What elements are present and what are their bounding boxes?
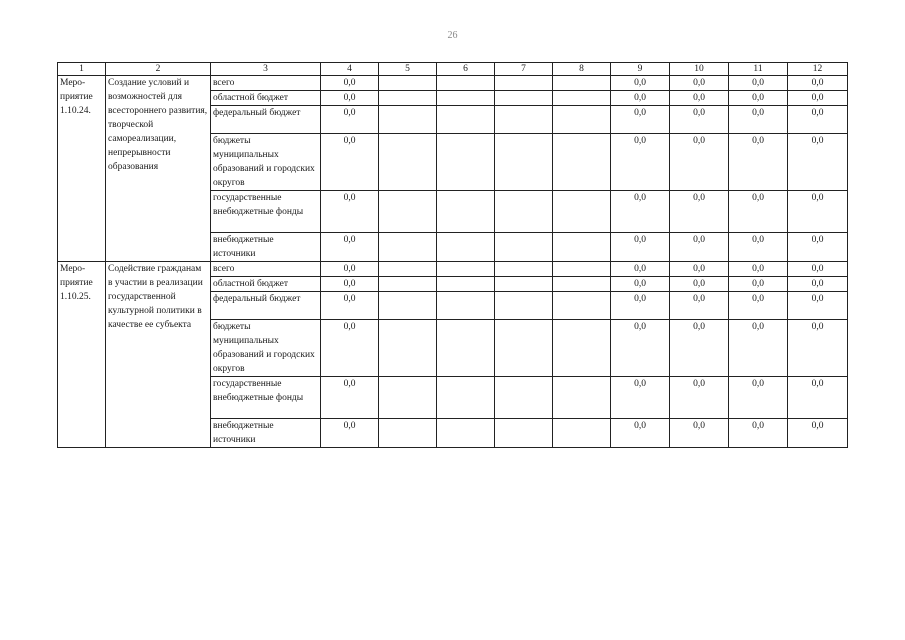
activity-label: Меро-приятие 1.10.24. xyxy=(58,76,106,262)
value-cell-c5 xyxy=(379,191,437,233)
header-row xyxy=(58,63,848,76)
value-cell-c8 xyxy=(553,76,611,91)
value-cell-c12: 0,0 xyxy=(788,233,848,262)
value-cell-c10: 0,0 xyxy=(670,320,729,377)
value-cell-c8 xyxy=(553,191,611,233)
value-cell-c5 xyxy=(379,76,437,91)
value-cell-c4: 0,0 xyxy=(321,277,379,292)
funding-source: внебюджетные источники xyxy=(211,233,321,262)
funding-source: бюджеты муниципальных образований и городских округов xyxy=(211,134,321,191)
value-cell-c4: 0,0 xyxy=(321,91,379,106)
value-cell-c6 xyxy=(437,320,495,377)
value-cell-c7 xyxy=(495,277,553,292)
value-cell-c7 xyxy=(495,106,553,134)
value-cell-c6 xyxy=(437,292,495,320)
header-cell: 3 xyxy=(211,63,321,76)
funding-source: государственные внебюджетные фонды xyxy=(211,191,321,233)
value-cell-c7 xyxy=(495,320,553,377)
value-cell-c11: 0,0 xyxy=(729,233,788,262)
value-cell-c10: 0,0 xyxy=(670,91,729,106)
value-cell-c6 xyxy=(437,134,495,191)
value-cell-c11: 0,0 xyxy=(729,292,788,320)
value-cell-c7 xyxy=(495,91,553,106)
header-cell: 7 xyxy=(495,63,553,76)
header-cell: 1 xyxy=(58,63,106,76)
value-cell-c5 xyxy=(379,233,437,262)
value-cell-c10: 0,0 xyxy=(670,76,729,91)
value-cell-c11: 0,0 xyxy=(729,106,788,134)
value-cell-c10: 0,0 xyxy=(670,134,729,191)
activity-label: Меро-приятие 1.10.25. xyxy=(58,262,106,448)
value-cell-c8 xyxy=(553,134,611,191)
value-cell-c11: 0,0 xyxy=(729,76,788,91)
funding-source: бюджеты муниципальных образований и городских округов xyxy=(211,320,321,377)
header-cell: 11 xyxy=(729,63,788,76)
value-cell-c9: 0,0 xyxy=(611,233,670,262)
value-cell-c8 xyxy=(553,419,611,448)
value-cell-c9: 0,0 xyxy=(611,134,670,191)
value-cell-c6 xyxy=(437,277,495,292)
value-cell-c6 xyxy=(437,377,495,419)
value-cell-c9: 0,0 xyxy=(611,191,670,233)
value-cell-c12: 0,0 xyxy=(788,377,848,419)
value-cell-c8 xyxy=(553,277,611,292)
value-cell-c6 xyxy=(437,91,495,106)
value-cell-c6 xyxy=(437,106,495,134)
value-cell-c11: 0,0 xyxy=(729,377,788,419)
value-cell-c5 xyxy=(379,419,437,448)
value-cell-c4: 0,0 xyxy=(321,320,379,377)
value-cell-c9: 0,0 xyxy=(611,262,670,277)
value-cell-c5 xyxy=(379,134,437,191)
value-cell-c11: 0,0 xyxy=(729,320,788,377)
value-cell-c7 xyxy=(495,233,553,262)
value-cell-c7 xyxy=(495,292,553,320)
header-cell: 5 xyxy=(379,63,437,76)
value-cell-c11: 0,0 xyxy=(729,191,788,233)
value-cell-c5 xyxy=(379,262,437,277)
value-cell-c4: 0,0 xyxy=(321,419,379,448)
table-body xyxy=(58,76,848,448)
value-cell-c8 xyxy=(553,292,611,320)
value-cell-c9: 0,0 xyxy=(611,419,670,448)
table-row xyxy=(58,262,848,277)
value-cell-c9: 0,0 xyxy=(611,91,670,106)
activity-name: Создание условий и возможностей для всестороннего развития, творческой самореализации, непрерывности образования xyxy=(106,76,211,262)
value-cell-c12: 0,0 xyxy=(788,320,848,377)
header-cell: 8 xyxy=(553,63,611,76)
value-cell-c4: 0,0 xyxy=(321,191,379,233)
page-number: 26 xyxy=(447,30,458,41)
value-cell-c10: 0,0 xyxy=(670,277,729,292)
value-cell-c11: 0,0 xyxy=(729,277,788,292)
value-cell-c4: 0,0 xyxy=(321,292,379,320)
value-cell-c4: 0,0 xyxy=(321,233,379,262)
value-cell-c7 xyxy=(495,191,553,233)
value-cell-c11: 0,0 xyxy=(729,262,788,277)
value-cell-c4: 0,0 xyxy=(321,377,379,419)
value-cell-c9: 0,0 xyxy=(611,377,670,419)
value-cell-c7 xyxy=(495,134,553,191)
value-cell-c12: 0,0 xyxy=(788,134,848,191)
value-cell-c10: 0,0 xyxy=(670,377,729,419)
value-cell-c10: 0,0 xyxy=(670,292,729,320)
header-cell: 10 xyxy=(670,63,729,76)
header-cell: 2 xyxy=(106,63,211,76)
value-cell-c10: 0,0 xyxy=(670,191,729,233)
value-cell-c7 xyxy=(495,377,553,419)
value-cell-c12: 0,0 xyxy=(788,292,848,320)
value-cell-c10: 0,0 xyxy=(670,419,729,448)
funding-source: всего xyxy=(211,262,321,277)
value-cell-c10: 0,0 xyxy=(670,106,729,134)
table-row xyxy=(58,76,848,91)
value-cell-c8 xyxy=(553,233,611,262)
value-cell-c8 xyxy=(553,320,611,377)
value-cell-c5 xyxy=(379,292,437,320)
value-cell-c6 xyxy=(437,76,495,91)
value-cell-c6 xyxy=(437,233,495,262)
value-cell-c5 xyxy=(379,377,437,419)
header-cell: 4 xyxy=(321,63,379,76)
value-cell-c12: 0,0 xyxy=(788,419,848,448)
value-cell-c5 xyxy=(379,106,437,134)
value-cell-c12: 0,0 xyxy=(788,91,848,106)
value-cell-c4: 0,0 xyxy=(321,106,379,134)
value-cell-c12: 0,0 xyxy=(788,106,848,134)
value-cell-c5 xyxy=(379,91,437,106)
value-cell-c12: 0,0 xyxy=(788,191,848,233)
funding-source: областной бюджет xyxy=(211,277,321,292)
funding-source: внебюджетные источники xyxy=(211,419,321,448)
funding-source: всего xyxy=(211,76,321,91)
value-cell-c12: 0,0 xyxy=(788,76,848,91)
value-cell-c9: 0,0 xyxy=(611,76,670,91)
value-cell-c8 xyxy=(553,377,611,419)
value-cell-c9: 0,0 xyxy=(611,320,670,377)
value-cell-c8 xyxy=(553,106,611,134)
value-cell-c6 xyxy=(437,262,495,277)
funding-source: государственные внебюджетные фонды xyxy=(211,377,321,419)
funding-source: федеральный бюджет xyxy=(211,292,321,320)
value-cell-c7 xyxy=(495,76,553,91)
value-cell-c4: 0,0 xyxy=(321,262,379,277)
value-cell-c10: 0,0 xyxy=(670,262,729,277)
funding-source: федеральный бюджет xyxy=(211,106,321,134)
value-cell-c8 xyxy=(553,262,611,277)
value-cell-c8 xyxy=(553,91,611,106)
value-cell-c9: 0,0 xyxy=(611,277,670,292)
header-cell: 9 xyxy=(611,63,670,76)
value-cell-c12: 0,0 xyxy=(788,277,848,292)
value-cell-c11: 0,0 xyxy=(729,91,788,106)
value-cell-c6 xyxy=(437,419,495,448)
value-cell-c11: 0,0 xyxy=(729,134,788,191)
value-cell-c11: 0,0 xyxy=(729,419,788,448)
budget-table xyxy=(57,62,848,448)
funding-source: областной бюджет xyxy=(211,91,321,106)
header-cell: 12 xyxy=(788,63,848,76)
value-cell-c9: 0,0 xyxy=(611,292,670,320)
value-cell-c6 xyxy=(437,191,495,233)
value-cell-c7 xyxy=(495,262,553,277)
value-cell-c4: 0,0 xyxy=(321,76,379,91)
value-cell-c4: 0,0 xyxy=(321,134,379,191)
value-cell-c5 xyxy=(379,277,437,292)
value-cell-c9: 0,0 xyxy=(611,106,670,134)
value-cell-c10: 0,0 xyxy=(670,233,729,262)
activity-name: Содействие гражданам в участии в реализации государственной культурной политики в качестве ее субъекта xyxy=(106,262,211,448)
value-cell-c12: 0,0 xyxy=(788,262,848,277)
header-cell: 6 xyxy=(437,63,495,76)
value-cell-c7 xyxy=(495,419,553,448)
value-cell-c5 xyxy=(379,320,437,377)
